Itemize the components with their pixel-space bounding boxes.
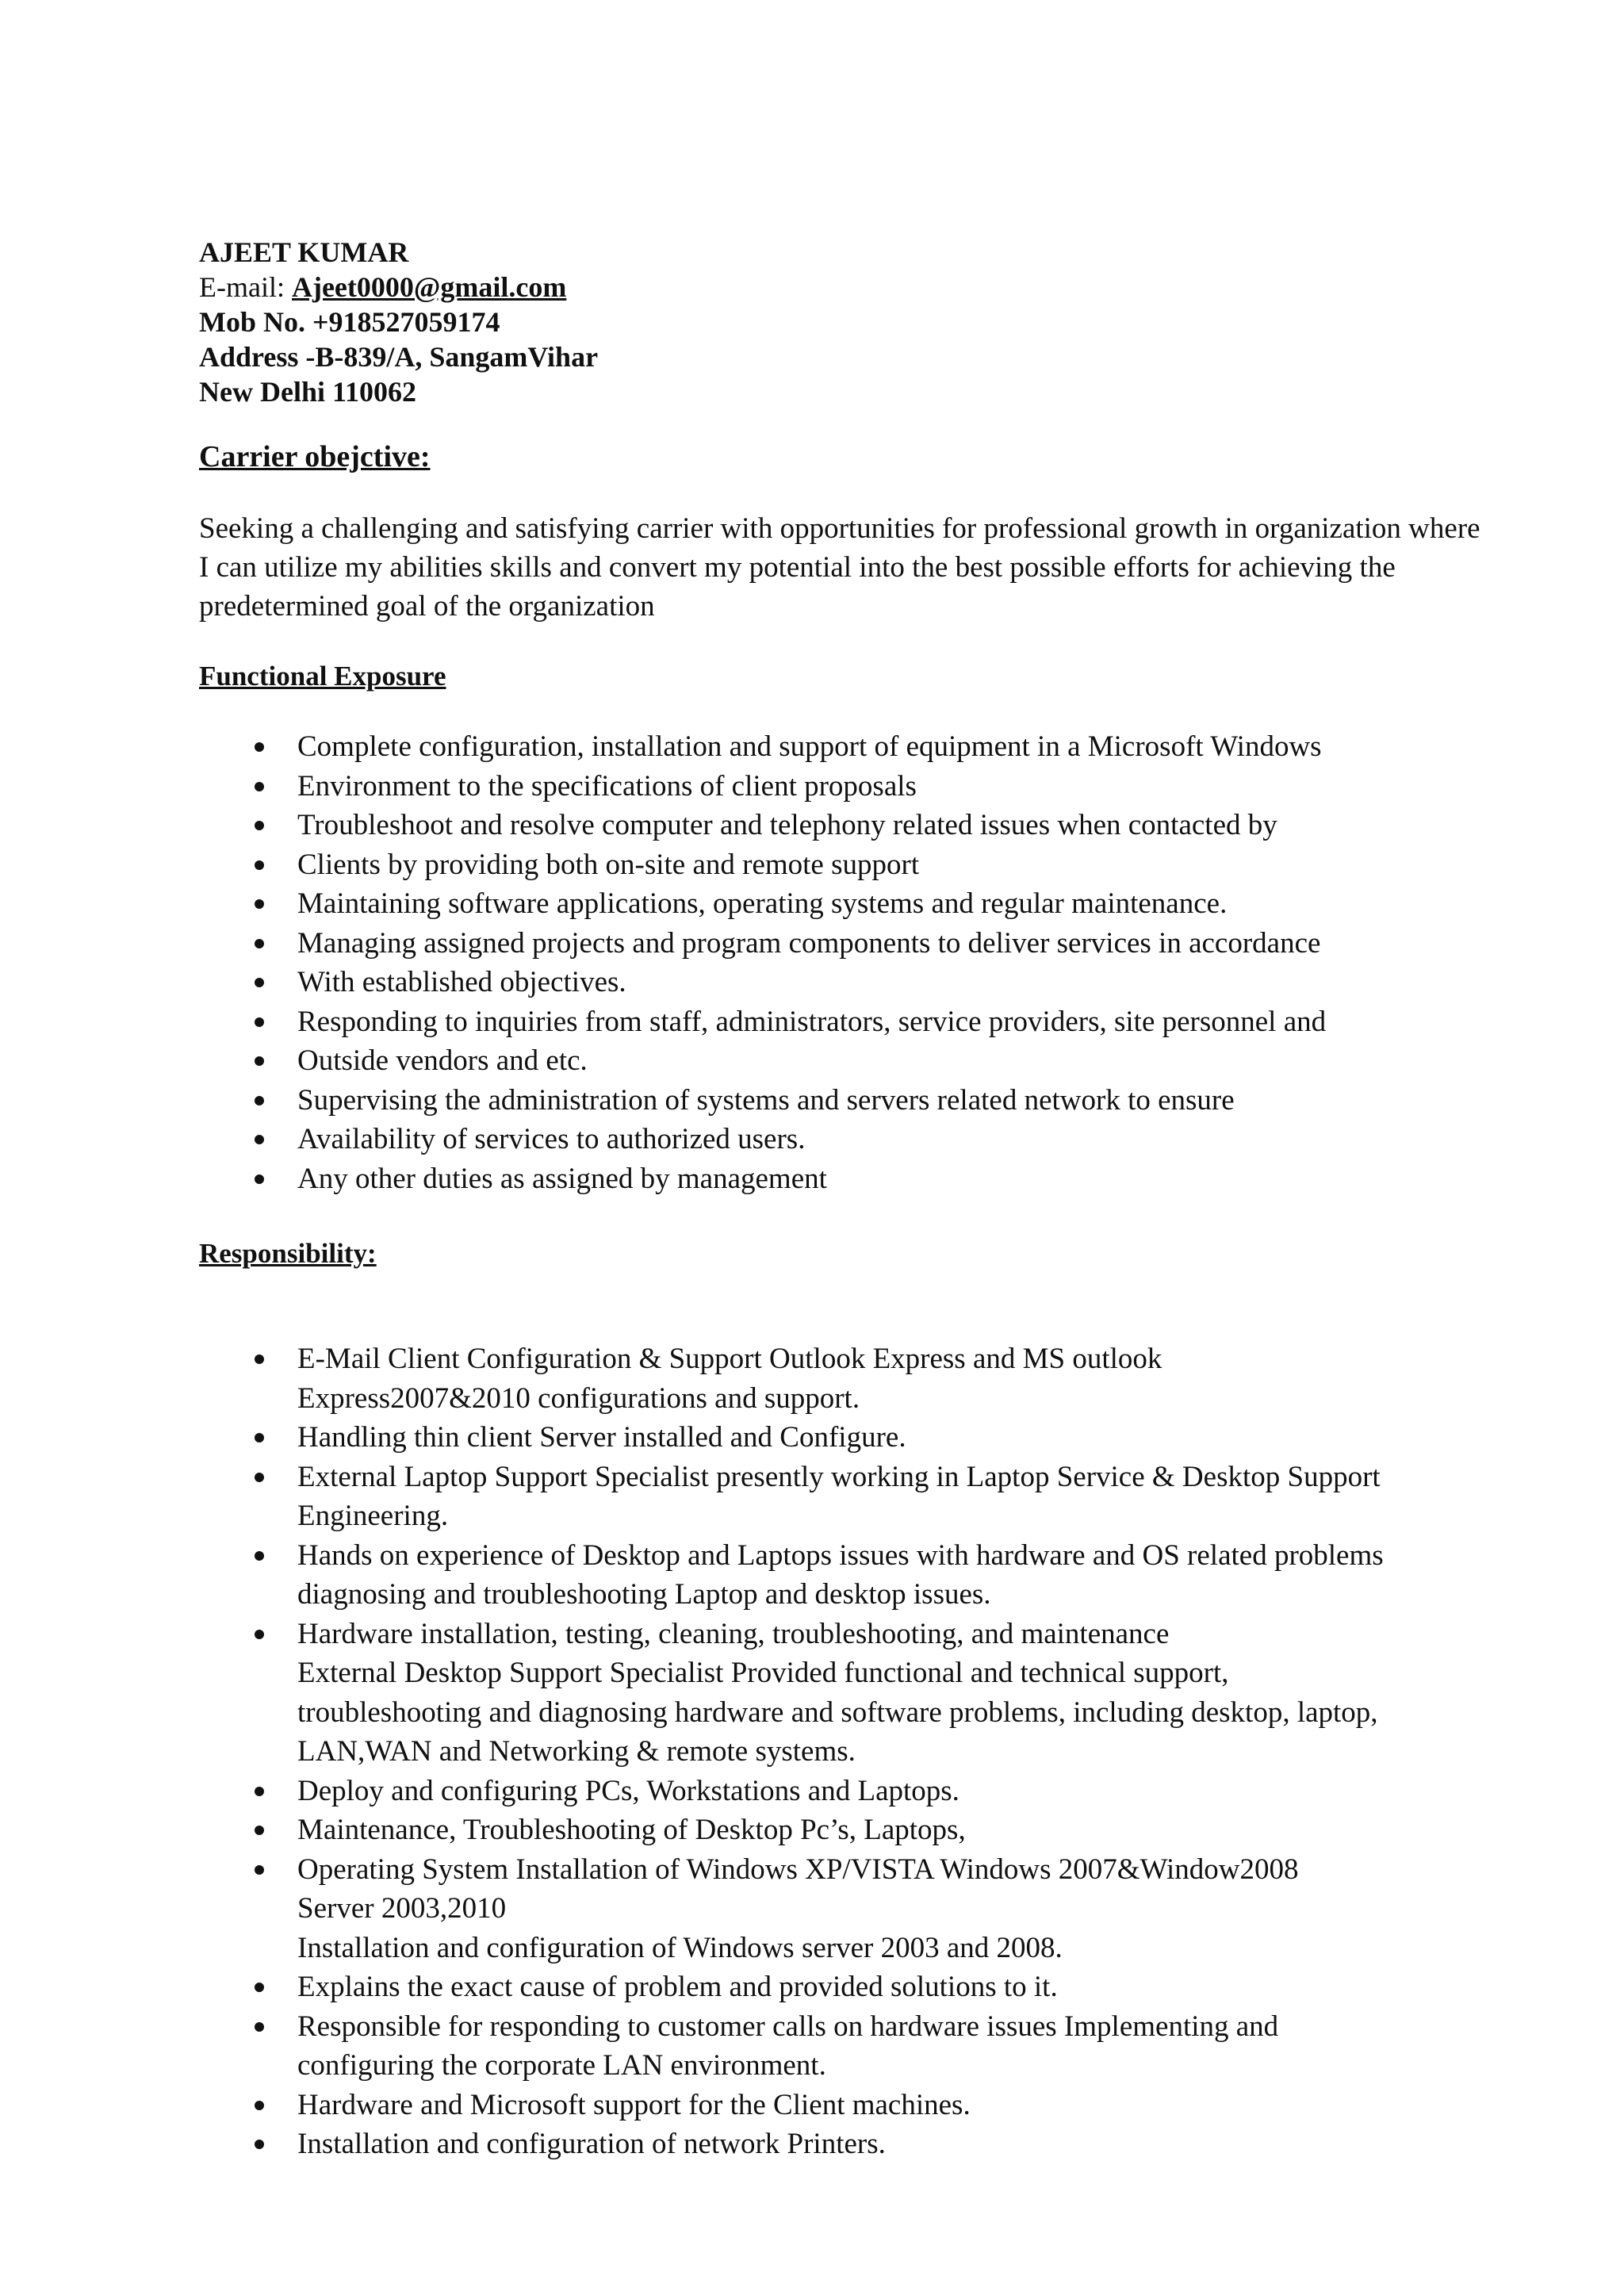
functional-item-text: Any other duties as assigned by management (297, 1162, 827, 1195)
bullet-icon (255, 1473, 264, 1482)
responsibility-item (199, 1536, 1531, 1615)
functional-item-text: Responding to inquiries from staff, administrators, service providers, site personnel and (297, 1005, 1327, 1038)
bullet-icon (255, 1354, 264, 1364)
functional-item (199, 884, 1531, 924)
responsibility-item (199, 1967, 1531, 2007)
responsibility-list (199, 1339, 1531, 2164)
functional-list (199, 727, 1531, 1198)
bullet-icon (255, 1174, 264, 1184)
bullet-icon (255, 1630, 264, 1639)
responsibility-item-line: E-Mail Client Configuration & Support Outlook Express and MS outlook (297, 1343, 1162, 1375)
bullet-icon (255, 978, 264, 987)
responsibility-item-line: Explains the exact cause of problem and provided solutions to it. (297, 1971, 1058, 2003)
responsibility-item-line: Hands on experience of Desktop and Laptops issues with hardware and OS related problems (297, 1538, 1384, 1572)
functional-item-text: Complete configuration, installation and support of equipment in a Microsoft Windows (297, 730, 1322, 763)
bullet-icon (255, 1096, 264, 1105)
responsibility-item (199, 1458, 1531, 1536)
candidate-name: AJEET KUMAR (199, 236, 409, 268)
responsibility-item-line: External Desktop Support Specialist Provided functional and technical support, (297, 1657, 1229, 1689)
responsibility-heading: Responsibility: (199, 1238, 377, 1269)
responsibility-item (199, 1772, 1531, 1811)
functional-item (199, 1041, 1531, 1081)
functional-item-text: Supervising the administration of systems and servers related network to ensure (297, 1083, 1235, 1117)
responsibility-item-line: LAN,WAN and Networking & remote systems. (297, 1735, 856, 1768)
bullet-icon (255, 1551, 264, 1561)
responsibility-item (199, 1850, 1531, 1968)
responsibility-item (199, 2125, 1531, 2164)
bullet-icon (255, 1865, 264, 1875)
functional-item-text: Troubleshoot and resolve computer and telephony related issues when contacted by (297, 809, 1277, 841)
responsibility-item-line: Installation and configuration of Windows server 2003 and 2008. (297, 1931, 1063, 1964)
responsibility-item-line: External Laptop Support Specialist presently working in Laptop Service & Desktop Support (297, 1460, 1381, 1493)
bullet-icon (255, 899, 264, 909)
responsibility-item-line: Hardware and Microsoft support for the Client machines. (297, 2088, 971, 2121)
responsibility-item (199, 1418, 1531, 1458)
objective-heading: Carrier obejctive: (199, 440, 431, 473)
functional-item-text: Maintaining software applications, operating systems and regular maintenance. (297, 887, 1228, 920)
bullet-icon (255, 1056, 264, 1066)
functional-item-text: Managing assigned projects and program components to deliver services in accordance (297, 926, 1321, 960)
responsibility-item-line: Deploy and configuring PCs, Workstations and Laptops. (297, 1774, 959, 1807)
responsibility-item-line: Express2007&2010 configurations and support. (297, 1381, 860, 1415)
responsibility-item-line: Installation and configuration of network Printers. (297, 2128, 886, 2160)
email-line (199, 270, 1531, 305)
address-line-1: Address -B-839/A, SangamVihar (199, 341, 599, 373)
functional-item (199, 963, 1531, 1002)
functional-item (199, 1120, 1531, 1159)
functional-item (199, 767, 1531, 807)
email-label: E-mail: (199, 271, 292, 303)
functional-item-text: Clients by providing both on-site and remote support (297, 848, 920, 881)
mobile-line: Mob No. +918527059174 (199, 306, 500, 338)
functional-item-text: Availability of services to authorized users. (297, 1123, 806, 1155)
email-link[interactable]: Ajeet0000@gmail.com (291, 271, 567, 303)
functional-heading: Functional Exposure (199, 661, 446, 692)
responsibility-item-line: diagnosing and troubleshooting Laptop and desktop issues. (297, 1578, 991, 1611)
functional-item (199, 1002, 1531, 1042)
bullet-icon (255, 2140, 264, 2149)
responsibility-item-line: Handling thin client Server installed and Configure. (297, 1421, 906, 1454)
bullet-icon (255, 860, 264, 870)
bullet-icon (255, 1135, 264, 1144)
responsibility-item (199, 2086, 1531, 2125)
functional-item (199, 1159, 1531, 1199)
responsibility-item-line: Responsible for responding to customer calls on hardware issues Implementing and (297, 2010, 1279, 2043)
responsibility-item (199, 1615, 1531, 1772)
resume-content (199, 235, 1531, 2164)
bullet-icon (255, 1787, 264, 1796)
responsibility-item (199, 1810, 1531, 1850)
bullet-icon (255, 2022, 264, 2032)
bullet-icon (255, 1433, 264, 1443)
bullet-icon (255, 1017, 264, 1027)
bullet-icon (255, 1983, 264, 1992)
bullet-icon (255, 1826, 264, 1835)
bullet-icon (255, 742, 264, 752)
responsibility-item (199, 2007, 1531, 2086)
functional-item (199, 1081, 1531, 1121)
responsibility-item-line: Server 2003,2010 (297, 1892, 507, 1925)
functional-item-text: Outside vendors and etc. (297, 1044, 588, 1077)
responsibility-item-line: Maintenance, Troubleshooting of Desktop Pc’s, Laptops, (297, 1814, 966, 1846)
bullet-icon (255, 821, 264, 830)
functional-item (199, 924, 1531, 964)
functional-item-text: With established objectives. (297, 966, 626, 998)
responsibility-item-line: configuring the corporate LAN environment. (297, 2049, 826, 2082)
responsibility-item (199, 1339, 1531, 1418)
bullet-icon (255, 2101, 264, 2110)
responsibility-item-line: Operating System Installation of Windows XP/VISTA Windows 2007&Window2008 (297, 1852, 1299, 1886)
functional-item (199, 806, 1531, 845)
responsibility-item-line: troubleshooting and diagnosing hardware and software problems, including desktop, laptop, (297, 1695, 1378, 1729)
bullet-icon (255, 939, 264, 948)
functional-item (199, 845, 1531, 885)
responsibility-item-line: Engineering. (297, 1500, 449, 1532)
functional-item-text: Environment to the specifications of client proposals (297, 769, 917, 803)
responsibility-item-line: Hardware installation, testing, cleaning, troubleshooting, and maintenance (297, 1617, 1170, 1650)
address-line-2: New Delhi 110062 (199, 376, 416, 408)
contact-block (199, 235, 1531, 409)
bullet-icon (255, 782, 264, 791)
functional-item (199, 727, 1531, 767)
objective-text: Seeking a challenging and satisfying carrier with opportunities for professional growth in organization where I can utilize my abilities skills and convert my potential into the best possible efforts for achieving the predetermined goal of the organization (199, 512, 1480, 623)
